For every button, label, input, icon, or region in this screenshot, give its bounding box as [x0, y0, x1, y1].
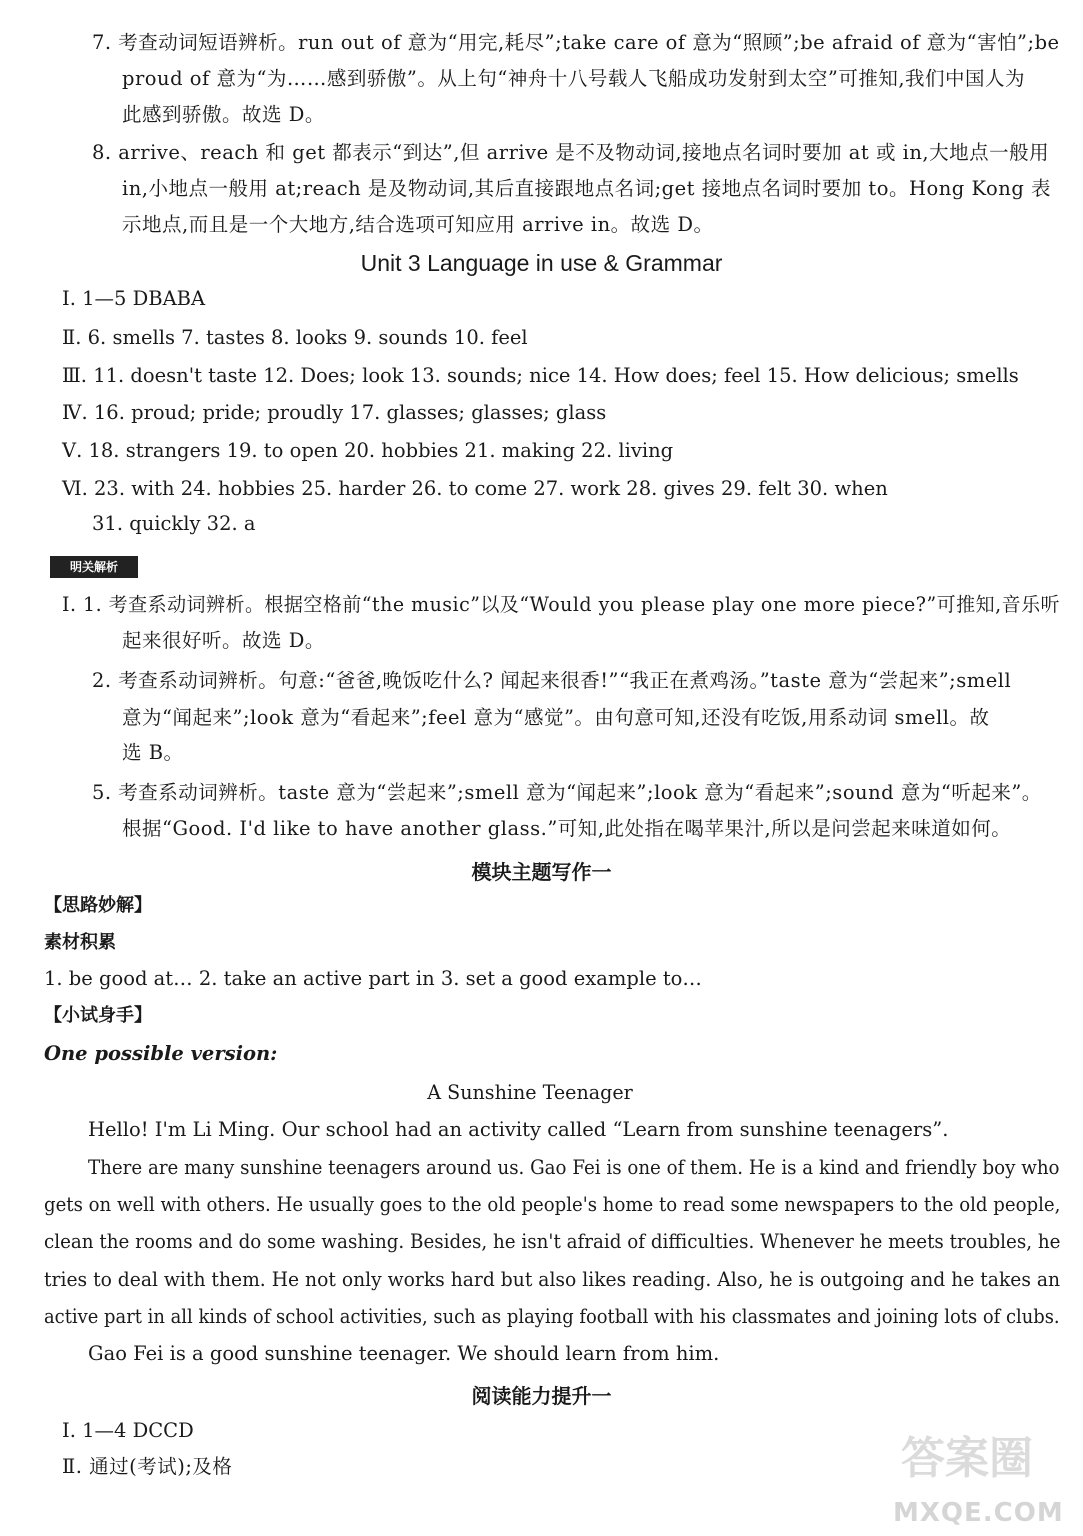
version-label: One possible version:: [44, 1042, 278, 1065]
answer-line-6: Ⅵ. 23. with 24. hobbies 25. harder 26. to come 27. work 28. gives 29. felt 30. when: [62, 477, 888, 500]
watermark-site: MXQE.COM: [893, 1498, 1064, 1528]
explanation-q7-line3: 此感到骄傲。故选 D。: [122, 103, 325, 126]
explanation-2-line1: 2. 考查系动词辨析。句意:“爸爸,晚饭吃什么? 闻起来很香!”“我正在煮鸡汤。”taste 意为“尝起来”;smell: [92, 669, 1012, 692]
answer-line-1: Ⅰ. 1—5 DBABA: [62, 287, 206, 310]
reading-heading: 阅读能力提升一: [471, 1386, 612, 1408]
answer-line-2: Ⅱ. 6. smells 7. tastes 8. looks 9. sounds 10. feel: [62, 326, 528, 349]
idea-label: 【思路妙解】: [44, 895, 152, 916]
answer-line-7: 31. quickly 32. a: [92, 512, 256, 535]
essay-para2-line2: gets on well with others. He usually goes to the old people's home to read some newspapers to the old people,: [44, 1193, 1061, 1216]
essay-para3: Gao Fei is a good sunshine teenager. We should learn from him.: [88, 1342, 720, 1365]
essay-para1: Hello! I'm Li Ming. Our school had an activity called “Learn from sunshine teenagers”.: [88, 1118, 949, 1141]
essay-title: A Sunshine Teenager: [427, 1081, 633, 1104]
explanation-2-line2: 意为“闻起来”;look 意为“看起来”;feel 意为“感觉”。由句意可知,还没有吃饭,用系动词 smell。故: [122, 706, 990, 729]
watermark-glyph: 答案圈: [901, 1433, 1033, 1484]
reading-answer-1: Ⅰ. 1—4 DCCD: [62, 1419, 194, 1442]
essay-para2-line4: tries to deal with them. He not only works hard but also likes reading. Also, he is outgoing and he takes an: [44, 1268, 1061, 1291]
explanation-5-line2: 根据“Good. I'd like to have another glass.”可知,此处指在喝苹果汁,所以是问尝起来味道如何。: [122, 817, 1012, 840]
essay-para2-line5: active part in all kinds of school activities, such as playing football with his classmates and joining lots of clubs.: [44, 1305, 1060, 1328]
writing-heading: 模块主题写作一: [471, 862, 612, 884]
answer-line-5: Ⅴ. 18. strangers 19. to open 20. hobbies 21. making 22. living: [62, 439, 674, 462]
essay-para2-line3: clean the rooms and do some washing. Besides, he isn't afraid of difficulties. Whenever he meets troubles, he: [44, 1230, 1061, 1253]
explanation-q7-line1: 7. 考查动词短语辨析。run out of 意为“用完,耗尽”;take care of 意为“照顾”;be afraid of 意为“害怕”;be: [92, 31, 1060, 54]
explanation-2-line3: 选 B。: [122, 741, 184, 764]
reading-answer-2: Ⅱ. 通过(考试);及格: [62, 1455, 233, 1478]
analysis-tag: 明关解析: [50, 556, 138, 578]
answer-line-3: Ⅲ. 11. doesn't taste 12. Does; look 13. sounds; nice 14. How does; feel 15. How delicious; smells: [62, 364, 1019, 387]
explanation-q7-line2: proud of 意为“为……感到骄傲”。从上句“神舟十八号载人飞船成功发射到太空”可推知,我们中国人为: [122, 67, 1026, 90]
watermark-logo: [893, 1418, 1064, 1528]
explanation-1-line2: 起来很好听。故选 D。: [122, 629, 325, 652]
explanation-q8-line1: 8. arrive、reach 和 get 都表示“到达”,但 arrive 是不及物动词,接地点名词时要加 at 或 in,大地点一般用: [92, 141, 1050, 164]
explanation-5-line1: 5. 考查系动词辨析。taste 意为“尝起来”;smell 意为“闻起来”;look 意为“看起来”;sound 意为“听起来”。: [92, 781, 1042, 804]
explanation-q8-line2: in,小地点一般用 at;reach 是及物动词,其后直接跟地点名词;get 接地点名词时要加 to。Hong Kong 表: [122, 177, 1052, 200]
material-label: 素材积累: [44, 932, 116, 953]
unit-heading: Unit 3 Language in use & Grammar: [360, 250, 723, 276]
essay-para2-line1: There are many sunshine teenagers around us. Gao Fei is one of them. He is a kind and friendly boy who: [88, 1156, 1060, 1179]
try-label: 【小试身手】: [44, 1005, 152, 1026]
explanation-1-line1: Ⅰ. 1. 考查系动词辨析。根据空格前“the music”以及“Would you please play one more piece?”可推知,音乐听: [62, 593, 1061, 616]
explanation-q8-line3: 示地点,而且是一个大地方,结合选项可知应用 arrive in。故选 D。: [122, 213, 714, 236]
material-list: 1. be good at… 2. take an active part in 3. set a good example to…: [44, 967, 702, 990]
answer-line-4: Ⅳ. 16. proud; pride; proudly 17. glasses; glasses; glass: [62, 401, 607, 424]
